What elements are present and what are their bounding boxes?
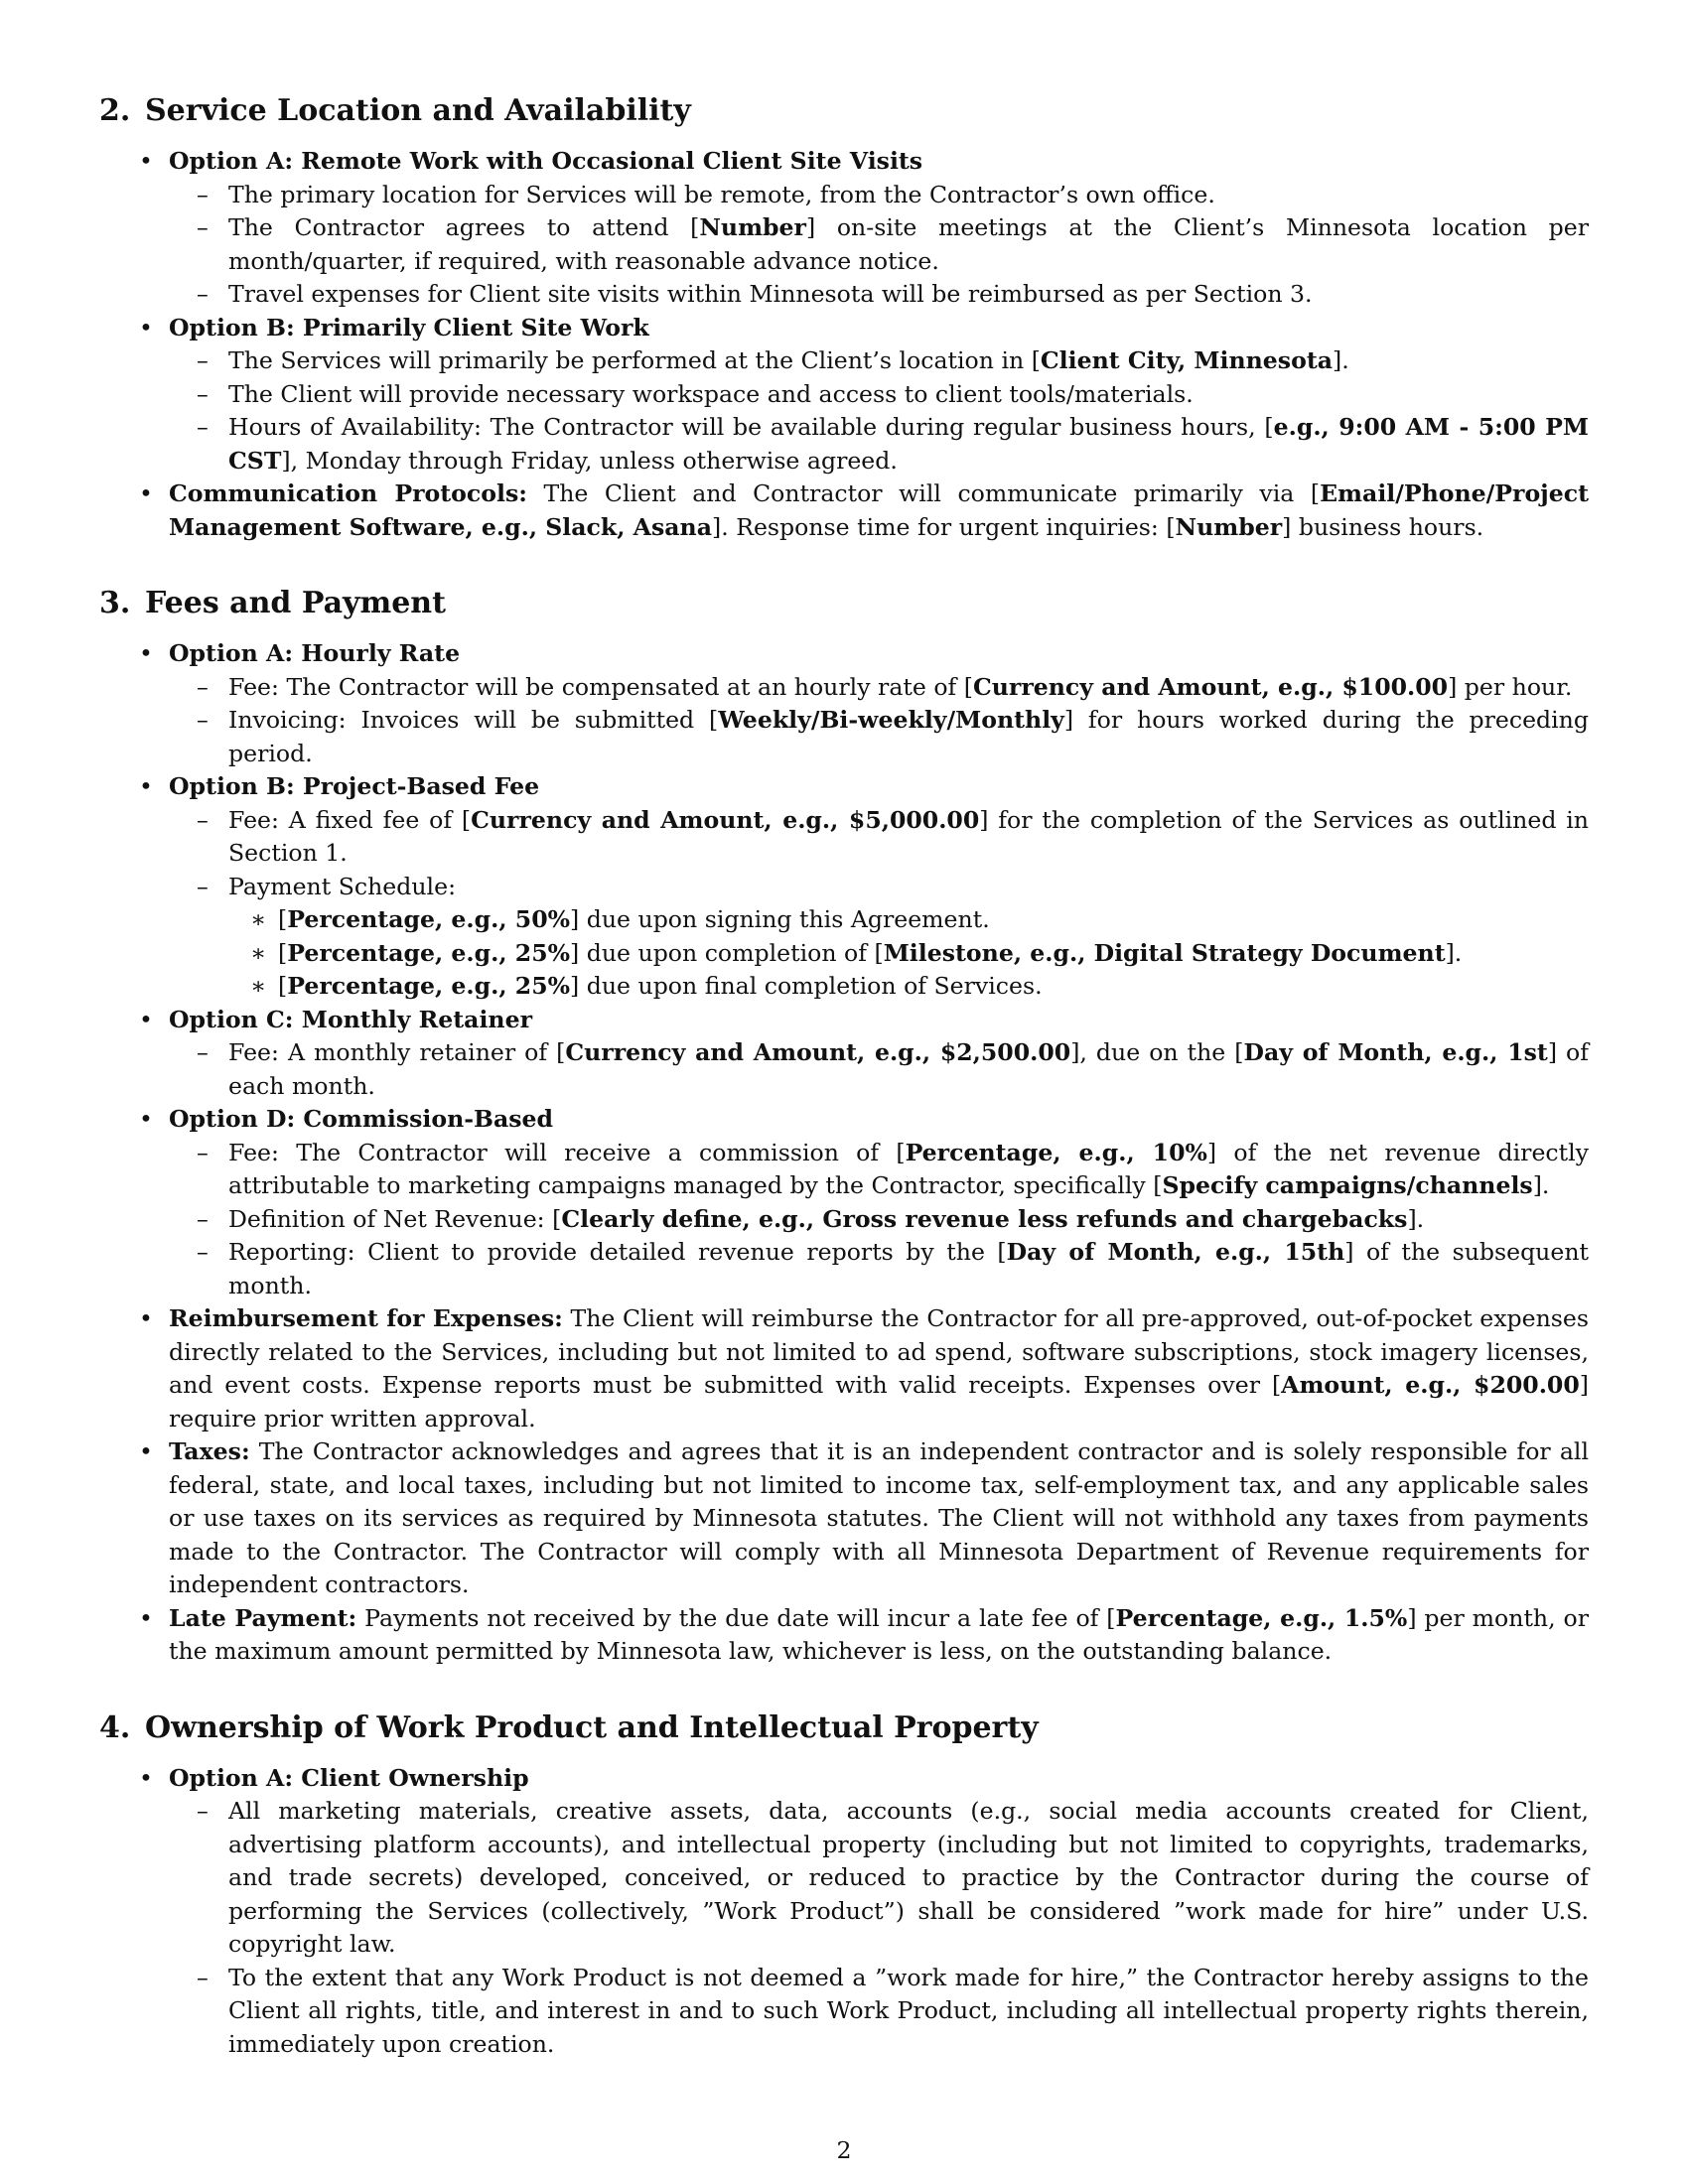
clause-text: ] require prior written approval. <box>169 1371 1589 1433</box>
clause-text: ]. Response time for urgent inquiries: [ <box>712 512 1176 541</box>
section-title: Fees and Payment <box>145 586 446 620</box>
sub-list <box>169 671 1589 771</box>
clause-text: The Services will primarily be performed at the Client’s location in [ <box>228 346 1041 374</box>
clause-text: ] for hours worked during the preceding period. <box>228 706 1589 767</box>
list-item <box>99 1602 1589 1669</box>
list-item <box>169 1137 1589 1203</box>
clause-text: ] of the net revenue directly attributable to marketing campaigns managed by the Contractor, specifically [ <box>228 1138 1589 1199</box>
clause-label: Taxes: <box>169 1437 250 1465</box>
list-item <box>169 871 1589 1004</box>
clause-text: All marketing materials, creative assets, data, accounts (e.g., social media accounts created for Client, advertising platform accounts), and intellectual property (including but not limited to copyrights, trademarks, and trade secrets) developed, conceived, or reduced to practice by the Contractor during the course of performing the Services (collectively, ”Work Product”) shall be considered ”work made for hire” under U.S. copyright law. <box>228 1797 1589 1958</box>
section-title: Ownership of Work Product and Intellectual Property <box>145 1709 1039 1745</box>
option-label: Option C: Monthly Retainer <box>169 1005 533 1033</box>
list-item <box>99 637 1589 770</box>
clause-text: Fee: A monthly retainer of [ <box>228 1038 566 1066</box>
clause-text: ] per month, or the maximum amount permitted by Minnesota law, whichever is less, on the outstanding balance. <box>169 1603 1589 1665</box>
clause-text: Fee: A fixed fee of [ <box>228 805 472 834</box>
clause-text: ], Monday through Friday, unless otherwise agreed. <box>281 446 898 475</box>
clause-text: Hours of Availability: The Contractor will be available during regular business hours, [ <box>228 413 1274 441</box>
section-fees-payment <box>99 584 1589 1669</box>
list-item <box>169 411 1589 478</box>
clause-text: Travel expenses for Client site visits within Minnesota will be reimbursed as per Section 3. <box>228 280 1313 308</box>
placeholder-field: Day of Month, e.g., 15th <box>1006 1238 1345 1266</box>
clause-text: [ <box>278 938 288 967</box>
clause-text: Invoicing: Invoices will be submitted [ <box>228 706 719 734</box>
payment-schedule-list <box>228 903 1589 1004</box>
clause-label: Communication Protocols: <box>169 479 527 507</box>
placeholder-field: Percentage, e.g., 10% <box>905 1138 1207 1166</box>
clause-text: The Client and Contractor will communicate primarily via [ <box>526 479 1321 507</box>
list-item <box>99 1302 1589 1435</box>
section-ownership <box>99 1708 1589 2062</box>
clause-text: To the extent that any Work Product is not deemed a ”work made for hire,” the Contractor hereby assigns to the Client all rights, title, and interest in and to such Work Product, including all intellectual property rights therein, immediately upon creation. <box>228 1963 1589 2058</box>
section-title: Service Location and Availability <box>145 93 691 128</box>
clause-text: ]. <box>1532 1171 1550 1199</box>
list-item <box>99 1435 1589 1602</box>
list-item <box>169 1962 1589 2062</box>
clause-label: Late Payment: <box>169 1603 357 1632</box>
list-item <box>169 211 1589 278</box>
clause-text: The Contractor agrees to attend [ <box>228 213 700 241</box>
option-list <box>99 637 1589 1669</box>
sub-list <box>169 804 1589 1004</box>
list-item <box>228 903 1589 937</box>
placeholder-field: Percentage, e.g., 1.5% <box>1115 1603 1408 1632</box>
list-item <box>99 770 1589 1004</box>
clause-text: Payment Schedule: <box>228 872 457 900</box>
clause-text: Fee: The Contractor will receive a commission of [ <box>228 1138 906 1166</box>
placeholder-field: e.g., 9:00 AM - 5:00 PM CST <box>228 413 1589 475</box>
section-heading <box>99 91 1589 131</box>
list-item <box>169 278 1589 312</box>
clause-text: ] per hour. <box>1448 672 1573 701</box>
clause-text: ] of each month. <box>228 1038 1589 1100</box>
option-label: Option A: Client Ownership <box>169 1763 529 1792</box>
placeholder-field: Percentage, e.g., 25% <box>287 938 571 967</box>
section-number: 3. <box>99 586 131 620</box>
option-label: Option D: Commission-Based <box>169 1105 554 1133</box>
option-list <box>99 145 1589 544</box>
option-list <box>99 1762 1589 2062</box>
placeholder-field: Currency and Amount, e.g., $5,000.00 <box>471 805 980 834</box>
option-label: Option B: Primarily Client Site Work <box>169 313 649 341</box>
clause-text: Reporting: Client to provide detailed revenue reports by the [ <box>228 1238 1007 1266</box>
clause-text: The Client will reimburse the Contractor for all pre-approved, out-of-pocket expenses directly related to the Services, including but not limited to ad spend, software subscriptions, stock imagery licenses, and event costs. Expense reports must be submitted with valid receipts. Expenses over [ <box>169 1304 1589 1399</box>
clause-text: Fee: The Contractor will be compensated at an hourly rate of [ <box>228 672 973 701</box>
sub-list <box>169 344 1589 478</box>
clause-text: Definition of Net Revenue: [ <box>228 1204 562 1233</box>
placeholder-field: Number <box>1175 512 1283 541</box>
clause-text: The primary location for Services will be remote, from the Contractor’s own office. <box>228 180 1215 208</box>
clause-text: [ <box>278 972 288 1000</box>
list-item <box>99 1103 1589 1302</box>
list-item <box>169 1236 1589 1302</box>
section-heading <box>99 1708 1589 1748</box>
list-item <box>169 344 1589 378</box>
clause-text: ], due on the [ <box>1070 1038 1244 1066</box>
clause-text: ] due upon final completion of Services. <box>570 972 1043 1000</box>
placeholder-field: Clearly define, e.g., Gross revenue less refunds and chargebacks <box>561 1204 1408 1233</box>
clause-text: ] business hours. <box>1282 512 1484 541</box>
sub-list <box>169 1795 1589 2061</box>
list-item <box>228 970 1589 1004</box>
section-number: 4. <box>99 1709 131 1745</box>
list-item <box>169 1036 1589 1103</box>
list-item <box>99 312 1589 478</box>
section-service-location <box>99 91 1589 544</box>
clause-text: ] on-site meetings at the Client’s Minnesota location per month/quarter, if required, with reasonable advance notice. <box>228 213 1589 275</box>
placeholder-field: Percentage, e.g., 50% <box>287 905 571 933</box>
placeholder-field: Currency and Amount, e.g., $2,500.00 <box>565 1038 1071 1066</box>
list-item <box>169 671 1589 705</box>
clause-text: [ <box>278 905 288 933</box>
list-item <box>169 378 1589 412</box>
placeholder-field: Email/Phone/Project Management Software, e.g., Slack, Asana <box>169 479 1589 541</box>
placeholder-field: Specify campaigns/channels <box>1162 1171 1533 1199</box>
clause-text: Payments not received by the due date will incur a late fee of [ <box>356 1603 1116 1632</box>
sub-list <box>169 1137 1589 1303</box>
clause-text: ] for the completion of the Services as outlined in Section 1. <box>228 805 1590 867</box>
clause-text: The Contractor acknowledges and agrees that it is an independent contractor and is solely responsible for all federal, state, and local taxes, including but not limited to income tax, self-employment tax, and any applicable sales or use taxes on its services as required by Minnesota statutes. The Client will not withhold any taxes from payments made to the Contractor. The Contractor will comply with all Minnesota Department of Revenue requirements for independent contractors. <box>169 1437 1589 1598</box>
placeholder-field: Client City, Minnesota <box>1040 346 1334 374</box>
list-item <box>99 1004 1589 1104</box>
placeholder-field: Milestone, e.g., Digital Strategy Document <box>883 938 1446 967</box>
clause-text: ] of the subsequent month. <box>228 1238 1590 1299</box>
clause-text: ]. <box>1445 938 1463 967</box>
list-item <box>228 937 1589 971</box>
placeholder-field: Amount, e.g., $200.00 <box>1281 1371 1580 1399</box>
list-item <box>169 179 1589 212</box>
clause-text: ] due upon completion of [ <box>570 938 884 967</box>
option-label: Option B: Project-Based Fee <box>169 772 540 800</box>
document-body <box>99 91 1589 2101</box>
clause-text: ] due upon signing this Agreement. <box>570 905 990 933</box>
section-heading <box>99 584 1589 623</box>
clause-text: The Client will provide necessary workspace and access to client tools/materials. <box>228 379 1194 408</box>
list-item <box>99 478 1589 544</box>
placeholder-field: Number <box>699 213 806 241</box>
list-item <box>169 804 1589 871</box>
list-item <box>169 704 1589 770</box>
section-number: 2. <box>99 93 131 128</box>
placeholder-field: Weekly/Bi-weekly/Monthly <box>718 706 1064 734</box>
clause-text: ]. <box>1407 1204 1425 1233</box>
placeholder-field: Percentage, e.g., 25% <box>287 972 571 1000</box>
list-item <box>169 1203 1589 1237</box>
sub-list <box>169 1036 1589 1103</box>
clause-text: ]. <box>1333 346 1349 374</box>
list-item <box>99 145 1589 312</box>
list-item <box>99 1762 1589 2062</box>
sub-list <box>169 179 1589 312</box>
option-label: Option A: Hourly Rate <box>169 639 461 667</box>
list-item <box>169 1795 1589 1962</box>
option-label: Option A: Remote Work with Occasional Client Site Visits <box>169 147 923 175</box>
page-number: 2 <box>836 2136 852 2164</box>
placeholder-field: Currency and Amount, e.g., $100.00 <box>972 672 1449 701</box>
clause-label: Reimbursement for Expenses: <box>169 1304 563 1332</box>
placeholder-field: Day of Month, e.g., 1st <box>1243 1038 1548 1066</box>
